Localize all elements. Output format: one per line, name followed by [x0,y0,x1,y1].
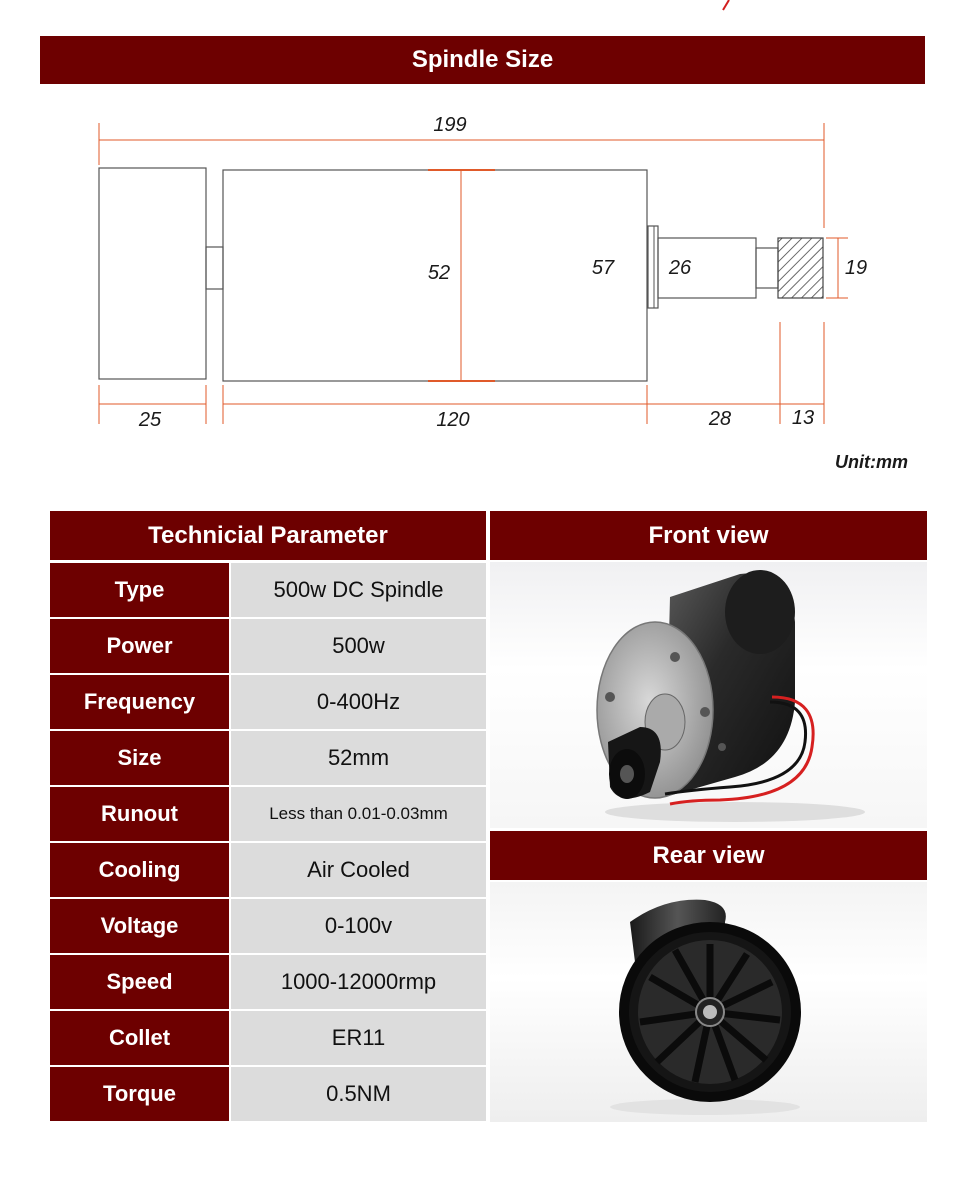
front-view-title: Front view [648,521,769,549]
table-row-runout [50,787,486,841]
parameter-header-title: Technicial Parameter [148,521,388,549]
neck-outline [756,248,778,288]
table-row-collet [50,1011,486,1065]
collet-diameter-label: 19 [844,257,868,279]
table-row-torque [50,1067,486,1121]
rear-length-label: 25 [138,409,162,431]
row-label: Speed [50,955,229,1009]
row-value: 500w DC Spindle [231,563,486,617]
row-value: 500w [231,619,486,673]
rear-view-banner [490,831,927,880]
row-value: 1000-12000rmp [231,955,486,1009]
connector-outline [206,247,223,289]
row-value: 0.5NM [231,1067,486,1121]
row-value: 0-400Hz [231,675,486,729]
collet-hatched [778,238,823,298]
shaft-length-label: 28 [708,408,732,430]
rear-cap-outline [99,168,206,379]
row-label: Torque [50,1067,229,1121]
spindle-front-illustration [490,562,927,828]
motor-diameter-label: 52 [427,262,451,284]
unit-label: Unit:mm [835,452,908,472]
spindle-dimension-diagram [0,95,960,485]
spindle-size-banner [40,36,925,84]
front-view-banner [490,511,927,560]
table-row-voltage [50,899,486,953]
spindle-rear-illustration [490,882,927,1122]
motor-diameter-dimension [428,170,495,381]
parameter-table-header [50,511,486,560]
collet-diameter-dimension [826,238,867,298]
row-value: 52mm [231,731,486,785]
spindle-size-title: Spindle Size [411,46,554,73]
row-label: Type [50,563,229,617]
flange-outline [648,226,658,308]
table-row-cooling [50,843,486,897]
front-view-image [490,562,927,828]
row-label: Cooling [50,843,229,897]
row-label: Size [50,731,229,785]
row-value: Less than 0.01-0.03mm [231,787,486,841]
table-row-size [50,731,486,785]
row-label: Power [50,619,229,673]
flange-diameter-label: 57 [591,257,615,279]
table-row-power [50,619,486,673]
table-row-speed [50,955,486,1009]
overall-length-label: 199 [433,114,467,136]
row-value: Air Cooled [231,843,486,897]
row-label: Frequency [50,675,229,729]
table-row-type [50,563,486,617]
body-length-label: 120 [436,409,470,431]
row-value: ER11 [231,1011,486,1065]
row-label: Runout [50,787,229,841]
row-label: Collet [50,1011,229,1065]
table-row-frequency [50,675,486,729]
shaft-diameter-label: 26 [668,257,692,279]
technical-parameter-table [50,511,486,1106]
decorative-red-mark [715,0,735,12]
rear-view-image [490,882,927,1122]
row-value: 0-100v [231,899,486,953]
row-label: Voltage [50,899,229,953]
rear-view-title: Rear view [652,841,765,869]
collet-length-label: 13 [791,407,815,429]
